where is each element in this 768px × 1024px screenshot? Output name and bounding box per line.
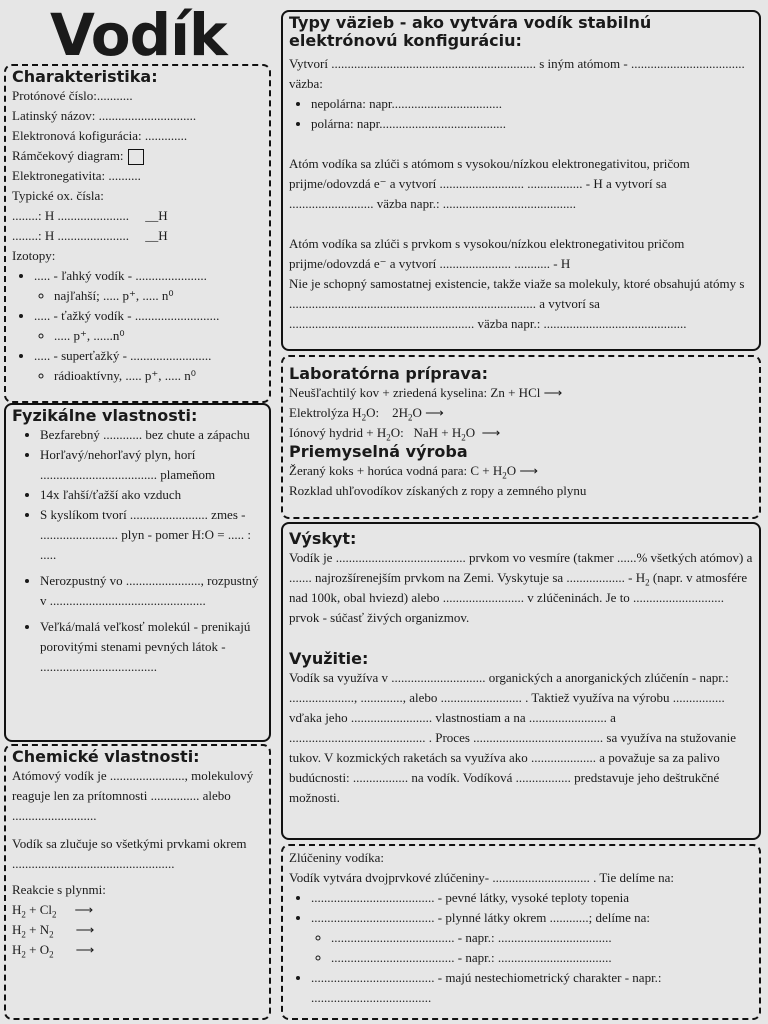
bond-paragraph-2: Atóm vodíka sa zlúči s prvkom s vysokou/nízkou elektronegativitou pričom prijme/odovzdá e⁻ a vytvorí ...................... ........... - H <box>289 236 685 271</box>
physical-item: • Nerozpustný vo ......................., rozpustný v ................................................ <box>40 571 259 611</box>
isotope-item <box>34 266 263 306</box>
physical-heading: Fyzikálne vlastnosti: <box>12 406 198 425</box>
compounds-line: Vodík vytvára dvojprvkové zlúčeniny- .............................. . Tie delíme na: <box>289 870 675 885</box>
physical-item: • 14x ľahší/ťažší ako vzduch <box>40 485 259 505</box>
compound-item <box>311 908 753 968</box>
compound-item: • ...................................... - majú nestechiometrický charakter - napr.: ..................................... <box>311 968 753 1008</box>
isotopes-heading: Izotopy: <box>12 248 56 263</box>
chemical-properties-panel <box>4 744 271 1020</box>
characteristics-heading: Charakteristika: <box>12 67 158 86</box>
oxidation-line-1: ........: H ...................... __H <box>12 208 168 223</box>
arrow-icon: ⟶ <box>75 942 95 957</box>
occurrence-paragraph: Vodík je ........................................ prvkom vo vesmíre (takmer ......% všetkých atómov) a ....... najrozšírenejším prvkom na Zemi. Vyskytuje sa .................. - $H_2$ (napr. v atmosfére nad 100k, obal hviezd) alebo ......................... v zlúčeninách. Je to ............................ prvok - súčasť živých organizmov. <box>289 550 753 625</box>
bond-list <box>289 94 753 134</box>
arrow-icon: ⟶ <box>74 902 94 917</box>
bond-line-1: Vytvorí ............................................................... s iným atómom - ................................... <box>289 56 745 71</box>
industrial-line-1: Žeraný koks + horúca vodná para: $C + H_2O$ ⟶ <box>289 463 538 481</box>
compound-label: ...................................... - plynné látky okrem ............; delíme na: <box>311 910 651 925</box>
physical-item: • Veľká/malá veľkosť molekúl - prenikajú porovitými stenami pevných látok - .................................... <box>40 617 259 677</box>
reaction-h2-cl2: $H_2 + Cl_2$ ⟶ <box>12 902 94 920</box>
isotope-item <box>34 306 263 346</box>
bond-types-panel <box>281 10 761 351</box>
reaction-h2-n2: $H_2 + N_2$ ⟶ <box>12 922 95 940</box>
box-diagram-line <box>12 146 263 166</box>
physical-list <box>12 425 263 677</box>
isotope-item <box>34 346 263 386</box>
page-title: Vodík <box>50 1 227 69</box>
lab-preparation-heading: Laboratórna príprava: <box>289 364 489 383</box>
physical-item: • Horľavý/nehorľavý plyn, horí .................................... plameňom <box>40 445 259 485</box>
bond-item: • nepolárna: napr.................................. <box>311 94 753 114</box>
lab-line-2: Elektrolýza $H_2O$: $2H_2O$ ⟶ <box>289 405 444 423</box>
bond-types-heading: Typy väzieb - ako vytvára vodík stabilnú elektrónovú konfiguráciu: <box>289 13 652 50</box>
physical-item: • S kyslíkom tvorí ........................ zmes - ........................ plyn - pomer H:O = ..... : ..... <box>40 505 259 565</box>
isotope-detail: ◦ rádioaktívny, ..... p⁺, ..... n⁰ <box>54 366 263 386</box>
chemical-paragraph-1: Atómový vodík je ......................., molekulový reaguje len za prítomnosti ............... alebo .......................... <box>12 768 254 823</box>
latin-name-line: Latinský názov: .............................. <box>12 108 197 123</box>
isotope-label: ..... - superťažký - ......................... <box>34 348 212 363</box>
usage-paragraph: Vodík sa využíva v ............................. organických a anorganických zlúčenín - napr.: ...................., ............., alebo ......................... . Taktiež využíva na výrobu ................ vďaka jeho ......................... vlastnostiam a na ........................ a .......................................... . Proces ........................................ sa využíva na stužovanie tukov. V kozmických raketách sa využíva ako .................... a považuje sa za palivo budúcnosti: ................. na vodík. Vodíková ................. predstavuje jeho deštrukčné možnosti. <box>289 670 737 805</box>
occurrence-panel <box>281 522 761 840</box>
bond-paragraph-1: Atóm vodíka sa zlúči s atómom s vysokou/nízkou elektronegativitou, pričom prijme/odovzdá e⁻ a vytvorí .......................... ................. - H a vytvorí sa .......................... väzba napr.: ......................................... <box>289 156 690 211</box>
electron-config-line: Elektronová kofigurácia: ............. <box>12 128 188 143</box>
preparation-panel <box>281 355 761 519</box>
compounds-panel <box>281 844 761 1020</box>
compounds-heading: Zlúčeniny vodíka: <box>289 850 384 865</box>
characteristics-panel <box>4 64 271 403</box>
box-diagram-label: Rámčekový diagram: <box>12 148 124 163</box>
isotope-list <box>12 266 263 386</box>
isotope-detail: ◦ najľahší; ..... p⁺, ..... n⁰ <box>54 286 263 306</box>
bond-line-2: väzba: <box>289 76 323 91</box>
industrial-line-2: Rozklad uhľovodíkov získaných z ropy a zemného plynu <box>289 483 587 498</box>
occurrence-heading: Výskyt: <box>289 529 357 548</box>
isotope-label: ..... - ťažký vodík - .......................... <box>34 308 220 323</box>
reaction-h2-o2: $H_2 + O_2$ ⟶ <box>12 942 95 960</box>
usage-heading: Využitie: <box>289 649 369 668</box>
industrial-production-heading: Priemyselná výroba <box>289 442 468 461</box>
compound-subitem: ◦ ...................................... - napr.: ................................... <box>331 928 753 948</box>
electronegativity-line: Elektronegativita: .......... <box>12 168 141 183</box>
chemical-paragraph-2: Vodík sa zlučuje so všetkými prvkami okrem .................................................. <box>12 836 247 871</box>
oxidation-heading: Typické ox. čísla: <box>12 188 104 203</box>
reactions-heading: Reakcie s plynmi: <box>12 882 106 897</box>
compounds-list <box>289 888 753 1008</box>
arrow-icon: ⟶ <box>75 922 95 937</box>
oxidation-line-2: ........: H ...................... __H <box>12 228 168 243</box>
isotope-label: ..... - ľahký vodík - ...................... <box>34 268 207 283</box>
isotope-detail: ◦ ..... p⁺, ......n⁰ <box>54 326 263 346</box>
proton-number-line: Protónové číslo:........... <box>12 88 133 103</box>
bond-item: • polárna: napr....................................... <box>311 114 753 134</box>
bond-paragraph-3: Nie je schopný samostatnej existencie, takže viaže sa molekuly, ktoré obsahujú atómy s ............................................................................ a vytvorí sa ......................................................... väzba napr.: ............................................ <box>289 276 745 331</box>
lab-line-3: Iónový hydrid + $H_2O$: NaH + $H_2O$ ⟶ <box>289 425 501 443</box>
compound-item: • ...................................... - pevné látky, vysoké teploty topenia <box>311 888 753 908</box>
physical-properties-panel <box>4 403 271 742</box>
chemical-heading: Chemické vlastnosti: <box>12 747 200 766</box>
compound-subitem: ◦ ...................................... - napr.: ................................... <box>331 948 753 968</box>
physical-item: • Bezfarebný ............ bez chute a zápachu <box>40 425 259 445</box>
lab-line-1: Neušľachtilý kov + zriedená kyselina: Zn + HCl ⟶ <box>289 385 563 400</box>
box-diagram-square <box>128 149 144 165</box>
